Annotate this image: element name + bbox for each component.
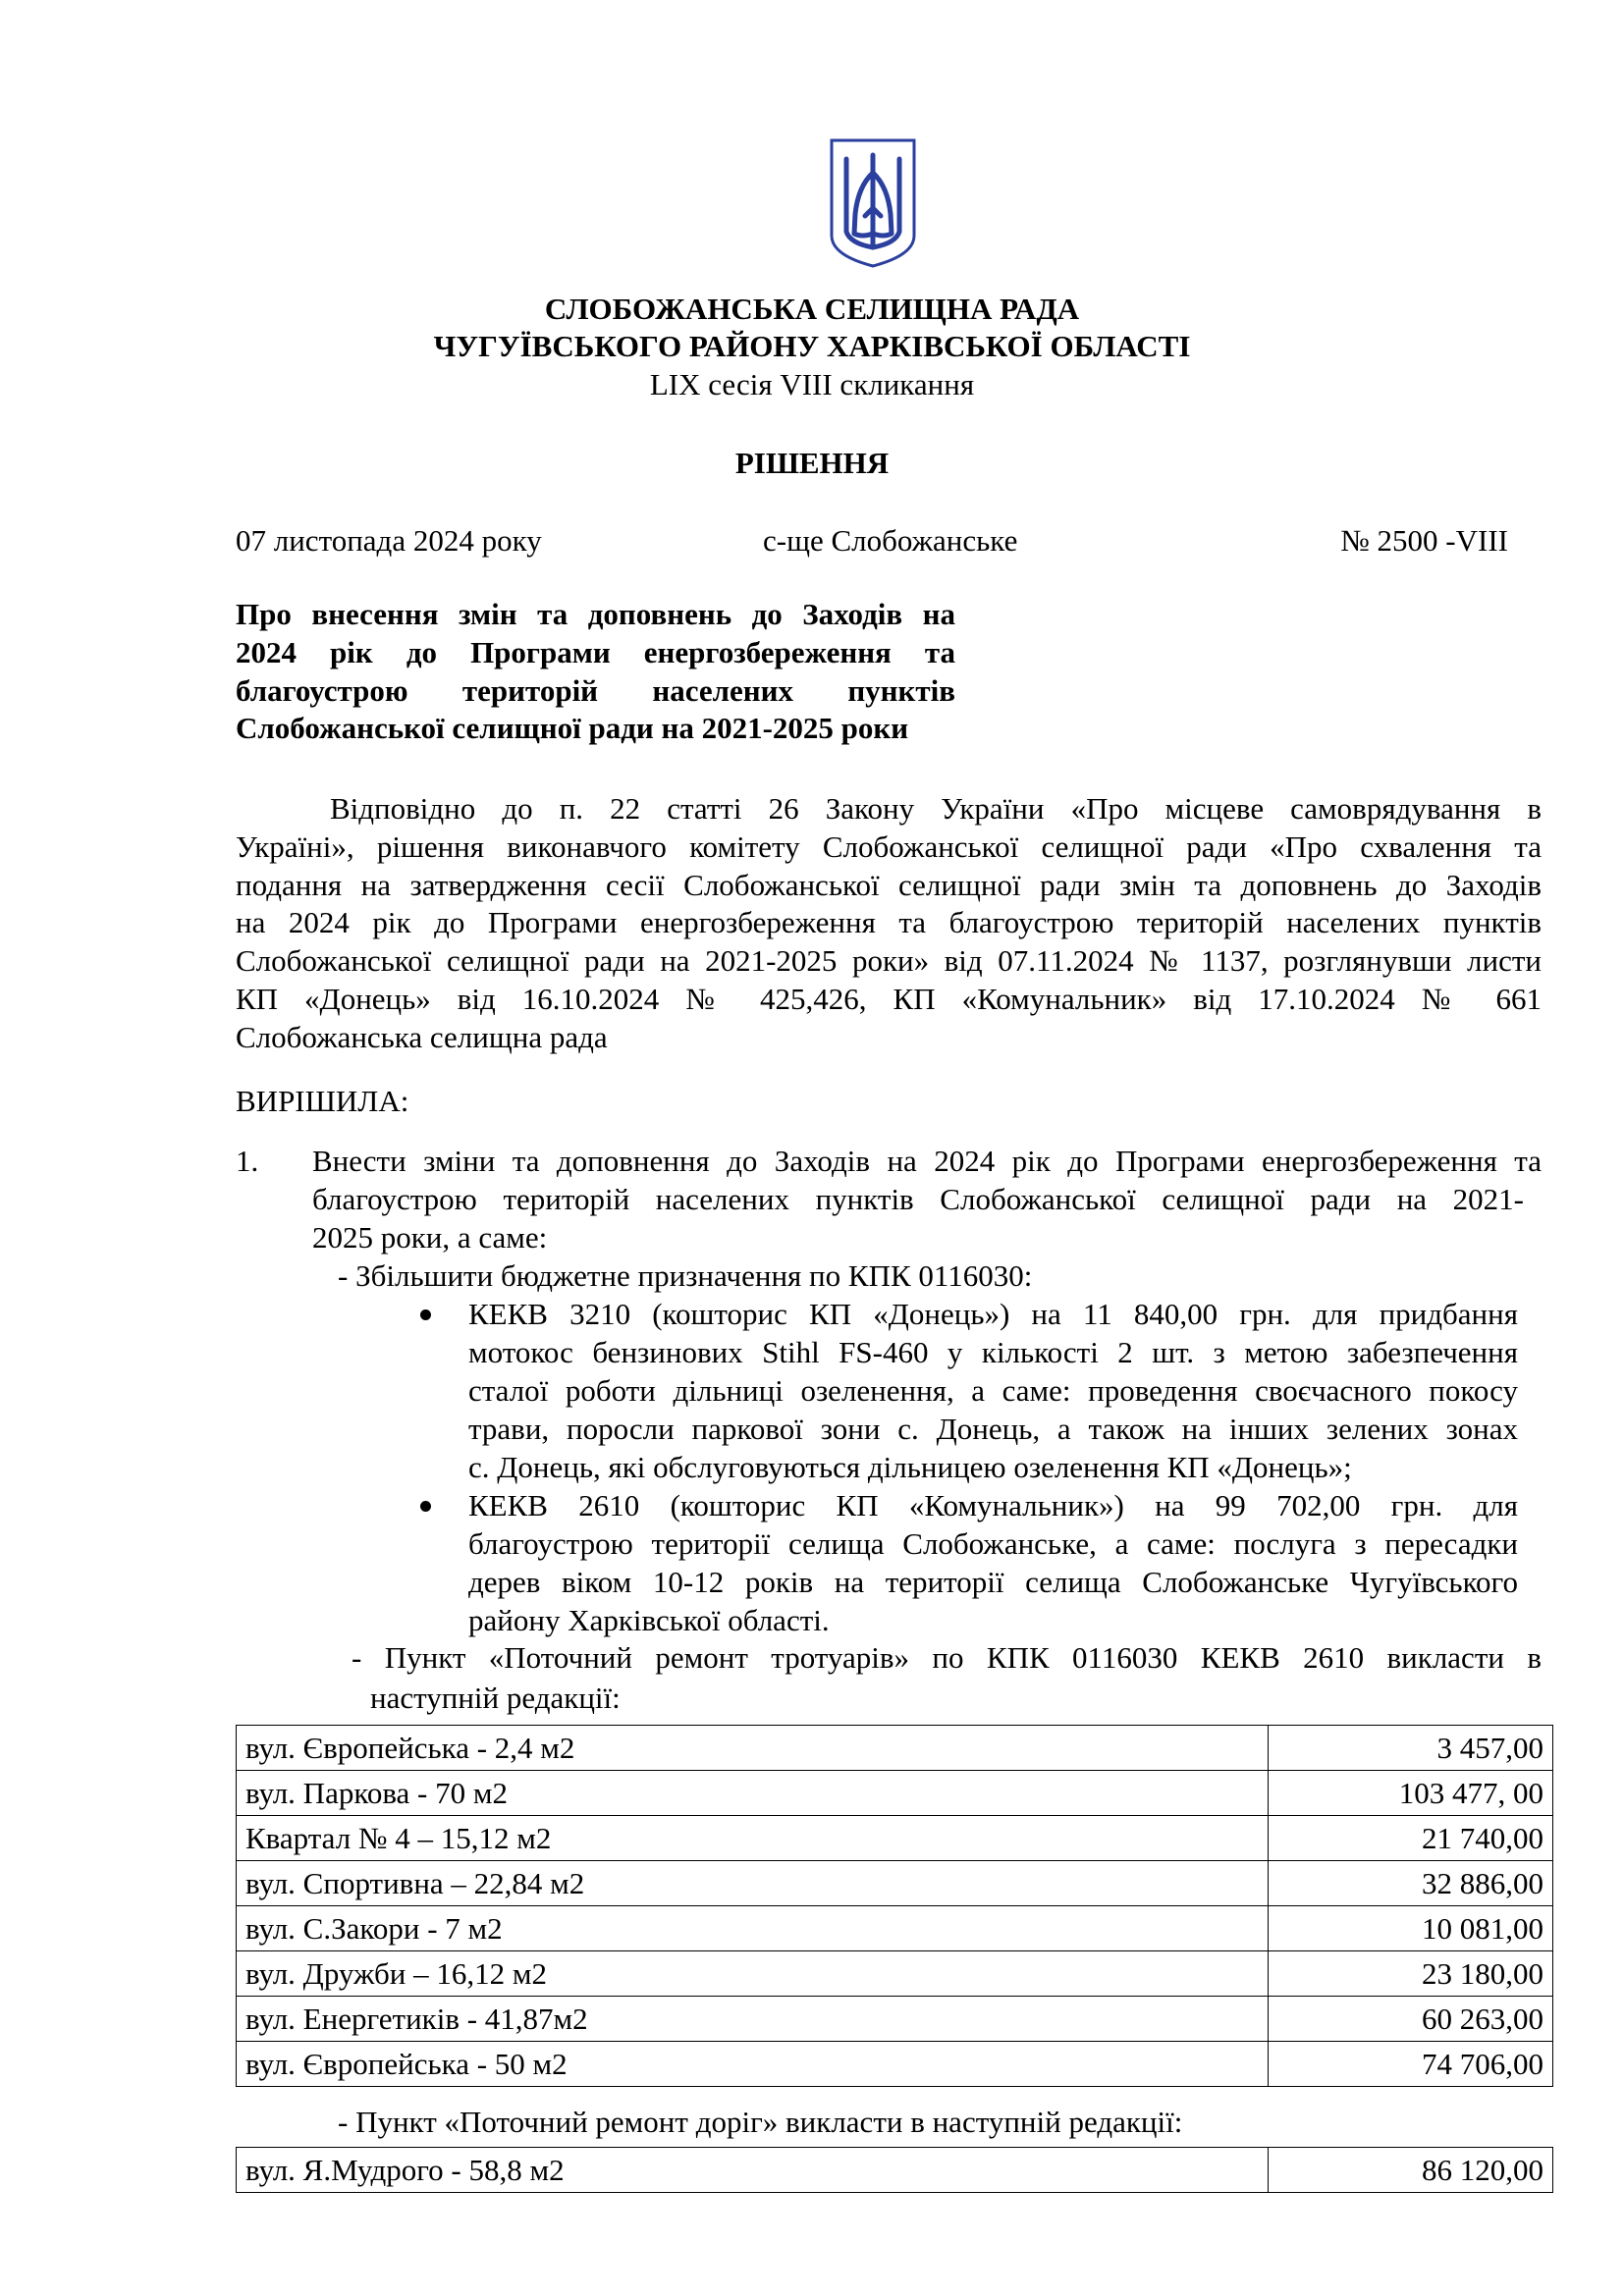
street-cell: вул. Я.Мудрого - 58,8 м2 <box>237 2148 1269 2193</box>
bullet-line: сталої роботи дільниці озеленення, а саме: проведення своєчасного покосу <box>468 1373 1518 1408</box>
subject-line: 2024 рік до Програми енергозбереження та <box>236 634 955 669</box>
amount-cell: 21 740,00 <box>1269 1816 1553 1861</box>
subject-line: благоустрою територій населених пунктів <box>236 672 955 708</box>
coat-of-arms-icon <box>829 137 917 269</box>
subject-line: Про внесення змін та доповнень до Заходів на <box>236 597 955 631</box>
preamble-line: КП «Донець» від 16.10.2024 № 425,426, КП «Комунальник» від 17.10.2024 № 661 <box>236 981 1542 1016</box>
preamble-line: Слобожанська селищна рада <box>236 1019 608 1054</box>
preamble-line: на 2024 рік до Програми енергозбереження та благоустрою територій населених пунктів <box>236 905 1542 940</box>
street-cell: вул. Європейська - 2,4 м2 <box>237 1726 1269 1771</box>
street-cell: Квартал № 4 – 15,12 м2 <box>237 1816 1269 1861</box>
street-cell: вул. Дружби – 16,12 м2 <box>237 1951 1269 1997</box>
decision-place: с-ще Слобожанське <box>763 523 1018 558</box>
table-row <box>237 2042 1553 2087</box>
decision-number: № 2500 -VIII <box>1340 523 1508 558</box>
organization-region: ЧУГУЇВСЬКОГО РАЙОНУ ХАРКІВСЬКОЇ ОБЛАСТІ <box>433 329 1191 363</box>
table-row <box>237 1771 1553 1816</box>
bullet-line: КЕКВ 3210 (кошторис КП «Донець») на 11 840,00 грн. для придбання <box>468 1297 1518 1331</box>
table-row <box>237 2148 1553 2193</box>
item-text-line: Внести зміни та доповнення до Заходів на 2024 рік до Програми енергозбереження та <box>312 1144 1542 1178</box>
preamble-line: Слобожанської селищної ради на 2021-2025 роки» від 07.11.2024 № 1137, розглянувши листи <box>236 943 1542 979</box>
bullet-line: благоустрою території селища Слобожанське, а саме: послуга з пересадки <box>468 1526 1518 1561</box>
amount-cell: 86 120,00 <box>1269 2148 1553 2193</box>
table-row <box>237 1861 1553 1906</box>
amount-cell: 32 886,00 <box>1269 1861 1553 1906</box>
subject-line: Слобожанської селищної ради на 2021-2025 роки <box>236 711 909 746</box>
roads-table <box>236 2147 1553 2193</box>
street-cell: вул. Спортивна – 22,84 м2 <box>237 1861 1269 1906</box>
item-number: 1. <box>236 1144 259 1178</box>
street-cell: вул. Енергетиків - 41,87м2 <box>237 1997 1269 2042</box>
street-cell: вул. С.Закори - 7 м2 <box>237 1906 1269 1951</box>
decision-date: 07 листопада 2024 року <box>236 523 542 558</box>
bullet-line: КЕКВ 2610 (кошторис КП «Комунальник») на 99 702,00 грн. для <box>468 1488 1518 1522</box>
preamble-line: Відповідно до п. 22 статті 26 Закону України «Про місцеве самоврядування в <box>330 791 1542 826</box>
street-cell: вул. Паркова - 70 м2 <box>237 1771 1269 1816</box>
amount-cell: 74 706,00 <box>1269 2042 1553 2087</box>
table-row <box>237 1997 1553 2042</box>
preamble <box>236 790 1542 1057</box>
item-text-line: благоустрою територій населених пунктів Слобожанської селищної ради на 2021- <box>312 1182 1524 1216</box>
organization-name: СЛОБОЖАНСЬКА СЕЛИЩНА РАДА <box>544 292 1080 326</box>
amount-cell: 103 477, 00 <box>1269 1771 1553 1816</box>
sub-item-roads: - Пункт «Поточний ремонт доріг» викласти в наступній редакції: <box>338 2105 1183 2139</box>
sub-item-sidewalks: - Пункт «Поточний ремонт тротуарів» по КПК 0116030 КЕКВ 2610 викласти в <box>352 1640 1542 1675</box>
session-info: LIX сесія VIII скликання <box>649 367 975 401</box>
bullet-line: району Харківської області. <box>468 1603 830 1637</box>
table-row <box>237 1726 1553 1771</box>
amount-cell: 10 081,00 <box>1269 1906 1553 1951</box>
table-row <box>237 1816 1553 1861</box>
preamble-line: подання на затвердження сесії Слобожанської селищної ради змін та доповнень до Заходів <box>236 867 1542 902</box>
table-row <box>237 1951 1553 1997</box>
bullet-icon <box>420 1501 431 1512</box>
preamble-line: Україні», рішення виконавчого комітету Слобожанської селищної ради «Про схвалення та <box>236 828 1542 864</box>
table-row <box>237 1906 1553 1951</box>
bullet-icon <box>420 1309 431 1320</box>
amount-cell: 60 263,00 <box>1269 1997 1553 2042</box>
bullet-line: мотокос бензинових Stihl FS-460 у кількості 2 шт. з метою забезпечення <box>468 1335 1518 1369</box>
document-type: РІШЕННЯ <box>734 446 890 480</box>
bullet-line: трави, поросли паркової зони с. Донець, а також на інших зелених зонах <box>468 1412 1518 1446</box>
item-text-line: 2025 роки, а саме: <box>312 1220 548 1255</box>
street-cell: вул. Європейська - 50 м2 <box>237 2042 1269 2087</box>
sub-item-sidewalks: наступній редакції: <box>370 1681 621 1715</box>
sidewalks-table <box>236 1725 1553 2087</box>
sub-item-increase-budget: - Збільшити бюджетне призначення по КПК 0116030: <box>338 1258 1033 1293</box>
amount-cell: 23 180,00 <box>1269 1951 1553 1997</box>
amount-cell: 3 457,00 <box>1269 1726 1553 1771</box>
bullet-line: с. Донець, які обслуговуються дільницею озеленення КП «Донець»; <box>468 1450 1352 1484</box>
bullet-line: дерев віком 10-12 років на території селища Слобожанське Чугуївського <box>468 1565 1518 1599</box>
decided-heading: ВИРІШИЛА: <box>236 1084 409 1118</box>
decision-subject <box>236 596 955 748</box>
